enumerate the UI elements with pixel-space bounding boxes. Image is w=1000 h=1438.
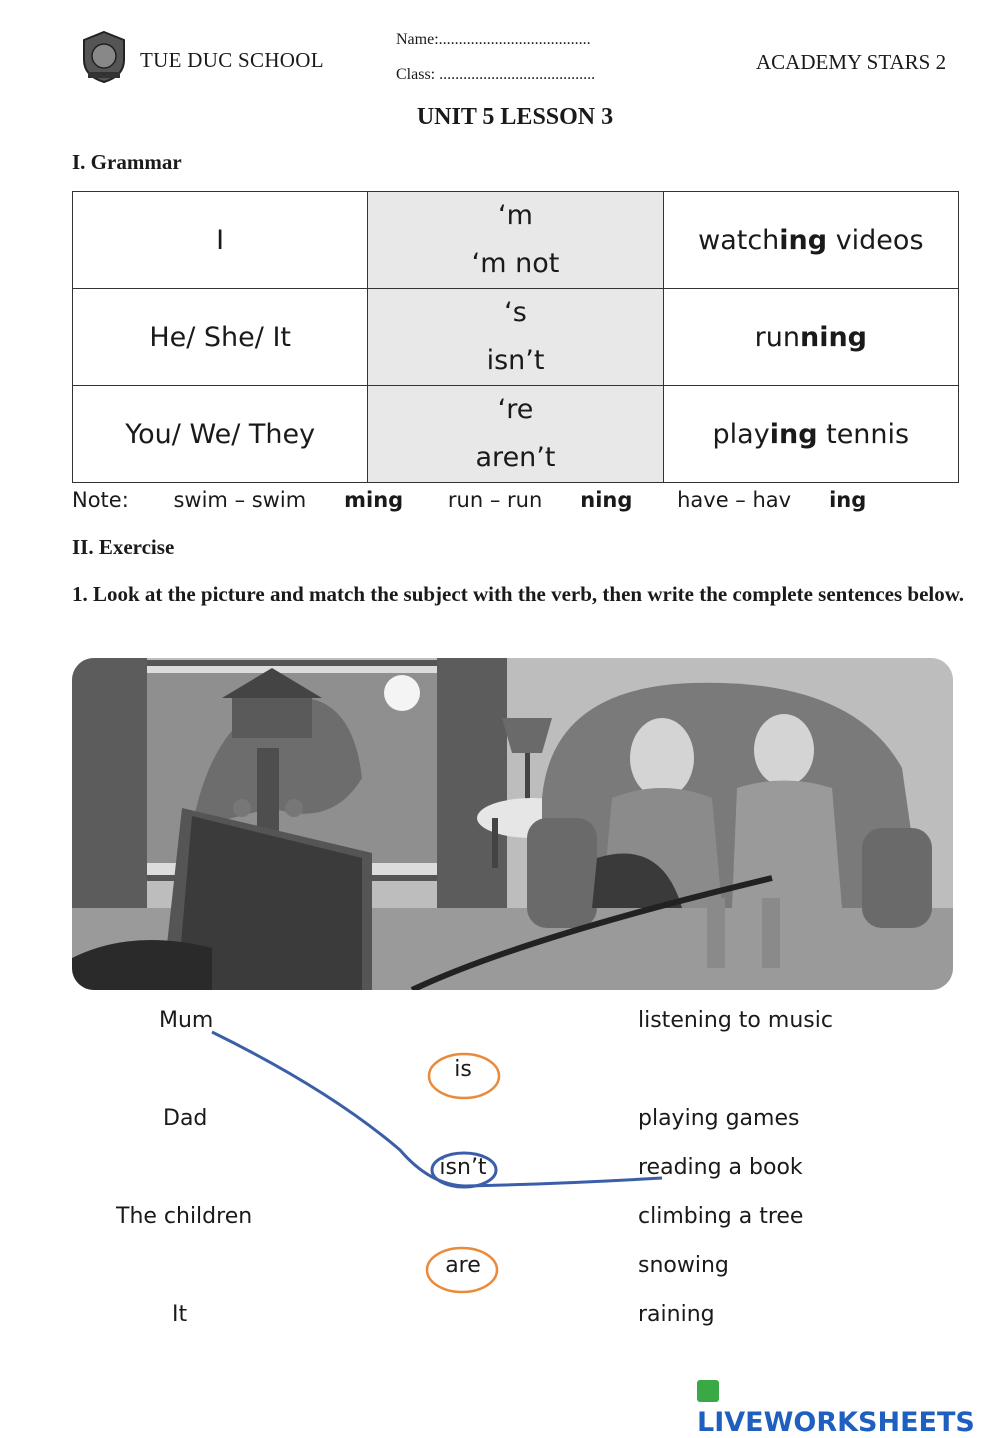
phrase-reading: reading a book: [638, 1155, 803, 1180]
table-row: [73, 289, 959, 386]
class-field: Class: .......................................: [396, 66, 596, 83]
phrase-climbing: climbing a tree: [638, 1204, 804, 1229]
subject-cell: You/ We/ They: [73, 386, 368, 483]
name-field: Name:......................................: [396, 31, 591, 48]
verb-cell: ‘m ‘m not: [368, 192, 663, 289]
circle-is: [429, 1054, 499, 1098]
subject-cell: He/ She/ It: [73, 289, 368, 386]
spelling-note: Note: swim – swim ming run – run ning have – hav ing: [72, 488, 867, 512]
subject-it: It: [172, 1302, 188, 1327]
ing-cell: playing tennis: [663, 386, 958, 483]
phrase-playing-games: playing games: [638, 1106, 800, 1131]
verb-is[interactable]: is: [454, 1057, 472, 1082]
phrase-listening: listening to music: [638, 1008, 833, 1033]
table-row: [73, 192, 959, 289]
phrase-snowing: snowing: [638, 1253, 729, 1278]
school-crest-icon: [80, 30, 128, 84]
exercise-instruction: 1. Look at the picture and match the subject with the verb, then write the complete sentences below.: [72, 582, 965, 606]
annotation-layer: [0, 990, 1000, 1310]
subject-mum: Mum: [159, 1008, 214, 1033]
verb-are[interactable]: are: [445, 1253, 481, 1278]
grammar-heading: I. Grammar: [72, 150, 182, 174]
page-title: UNIT 5 LESSON 3: [416, 104, 614, 130]
subject-cell: I: [73, 192, 368, 289]
match-line: [212, 1032, 662, 1186]
liveworksheets-logo: LIVEWORKSHEETS: [697, 1376, 1000, 1438]
table-row: [73, 386, 959, 483]
subject-dad: Dad: [163, 1106, 208, 1131]
circle-are: [427, 1248, 497, 1292]
brand-mark-icon: [697, 1380, 719, 1402]
ing-cell: watching videos: [663, 192, 958, 289]
phrase-raining: raining: [638, 1302, 715, 1327]
verb-isnt[interactable]: isn’t: [439, 1155, 487, 1180]
living-room-illustration: [72, 658, 953, 990]
school-name: TUE DUC SCHOOL: [140, 48, 324, 72]
verb-cell: ‘s isn’t: [368, 289, 663, 386]
grammar-table: [72, 191, 959, 483]
exercise-heading: II. Exercise: [72, 535, 175, 559]
subject-children: The children: [116, 1204, 253, 1229]
verb-cell: ‘re aren’t: [368, 386, 663, 483]
ing-cell: running: [663, 289, 958, 386]
book-title: ACADEMY STARS 2: [756, 50, 947, 74]
